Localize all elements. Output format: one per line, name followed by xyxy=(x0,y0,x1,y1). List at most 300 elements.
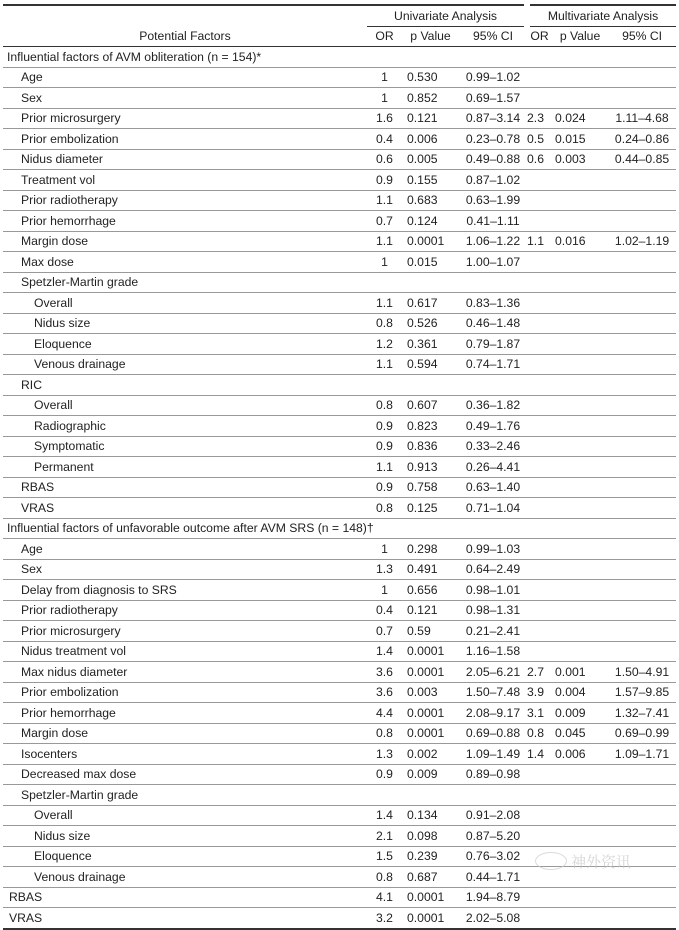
uni-p-value-cell: 0.530 xyxy=(407,70,438,85)
uni-or-cell: 3.6 xyxy=(376,664,393,679)
multi-p-value-cell xyxy=(552,498,608,519)
multi-ci-cell xyxy=(608,211,676,232)
multi-p-value-cell xyxy=(552,539,608,560)
uni-ci-cell: 0.36–1.82 xyxy=(465,398,521,413)
factor-label: Venous drainage xyxy=(34,357,126,372)
uni-p-value-cell: 0.913 xyxy=(407,459,438,474)
uni-or-cell xyxy=(367,272,402,293)
multi-or-cell xyxy=(527,559,552,580)
factor-label: Isocenters xyxy=(21,746,78,761)
multi-or-cell xyxy=(527,313,552,334)
multi-or-cell xyxy=(527,908,552,929)
uni-or-cell: 0.8 xyxy=(376,316,393,331)
uni-or-cell: 0.8 xyxy=(376,500,393,515)
factor-label: Prior embolization xyxy=(21,131,119,146)
factor-label: Radiographic xyxy=(34,418,106,433)
multi-ci-cell xyxy=(608,826,676,847)
multi-ci-cell xyxy=(608,498,676,519)
multi-p-header: p Value xyxy=(552,26,608,47)
multi-or-cell: 1.1 xyxy=(527,234,544,249)
uni-p-value-cell: 0.002 xyxy=(407,746,438,761)
table-row xyxy=(3,539,676,560)
uni-or-cell: 0.9 xyxy=(376,439,393,454)
multi-or-cell xyxy=(527,88,552,109)
multi-or-cell xyxy=(527,252,552,273)
multi-ci-cell: 0.44–0.85 xyxy=(614,152,670,167)
table-row xyxy=(3,764,676,785)
uni-ci-cell: 0.87–1.02 xyxy=(465,172,521,187)
uni-ci-cell: 0.63–1.99 xyxy=(465,193,521,208)
table-row xyxy=(3,457,676,478)
results-table xyxy=(3,4,676,930)
multi-p-value-cell xyxy=(552,621,608,642)
uni-ci-cell: 0.41–1.11 xyxy=(466,213,520,228)
uni-p-value-cell: 0.134 xyxy=(407,808,438,823)
uni-ci-cell: 2.08–9.17 xyxy=(465,705,521,720)
factor-label: RIC xyxy=(21,377,42,392)
uni-or-cell: 0.9 xyxy=(376,480,393,495)
multi-or-cell: 0.5 xyxy=(527,131,544,146)
table-row xyxy=(3,621,676,642)
table-row xyxy=(3,190,676,211)
table-row xyxy=(3,88,676,109)
factor-label: RBAS xyxy=(21,480,55,495)
uni-p-value-cell: 0.361 xyxy=(407,336,438,351)
uni-ci-cell xyxy=(459,785,527,806)
table-row xyxy=(3,682,676,703)
multi-ci-cell xyxy=(608,375,676,396)
multi-ci-cell: 0.24–0.86 xyxy=(614,131,670,146)
multi-or-cell xyxy=(527,436,552,457)
table-row xyxy=(3,477,676,498)
uni-ci-cell: 0.46–1.48 xyxy=(465,316,521,331)
uni-ci-cell: 1.00–1.07 xyxy=(465,254,521,269)
factor-label: Sex xyxy=(21,562,43,577)
uni-ci-cell: 0.64–2.49 xyxy=(465,562,521,577)
factor-header: Potential Factors xyxy=(3,5,367,47)
multi-or-cell xyxy=(527,539,552,560)
factor-label: Venous drainage xyxy=(34,869,126,884)
uni-ci-cell: 0.49–1.76 xyxy=(465,418,521,433)
uni-p-value-cell: 0.836 xyxy=(407,439,438,454)
uni-p-value-cell: 0.125 xyxy=(407,500,438,515)
uni-or-cell: 0.7 xyxy=(376,213,393,228)
factor-label: Prior microsurgery xyxy=(21,623,121,638)
multi-ci-cell xyxy=(608,436,676,457)
multi-ci-cell xyxy=(608,272,676,293)
multi-ci-cell xyxy=(608,334,676,355)
uni-or-cell: 0.4 xyxy=(376,131,393,146)
multi-or-cell xyxy=(527,477,552,498)
section-title: Influential factors of unfavorable outcome after AVM SRS (n = 148)† xyxy=(7,521,374,536)
factor-label: Delay from diagnosis to SRS xyxy=(21,582,177,597)
multi-ci-cell xyxy=(608,416,676,437)
multi-p-value-cell: 0.009 xyxy=(555,705,586,720)
uni-ci-cell: 0.63–1.40 xyxy=(465,480,521,495)
multi-ci-cell xyxy=(608,805,676,826)
uni-ci-cell: 1.06–1.22 xyxy=(465,234,521,249)
multi-p-value-cell xyxy=(552,457,608,478)
uni-ci-cell: 0.89–0.98 xyxy=(465,767,521,782)
multi-p-value-cell xyxy=(552,190,608,211)
uni-ci-cell: 0.98–1.31 xyxy=(465,603,521,618)
multi-or-cell: 3.1 xyxy=(527,705,544,720)
multi-ci-cell xyxy=(608,457,676,478)
multi-p-value-cell xyxy=(552,170,608,191)
multi-p-value-cell: 0.003 xyxy=(555,152,586,167)
uni-or-cell: 0.8 xyxy=(376,869,393,884)
uni-or-cell: 1 xyxy=(381,582,388,597)
uni-or-cell: 3.2 xyxy=(376,910,393,925)
multi-ci-cell: 1.09–1.71 xyxy=(614,746,670,761)
multi-p-value-cell xyxy=(552,293,608,314)
factor-label: Decreased max dose xyxy=(21,767,137,782)
multi-p-value-cell xyxy=(552,477,608,498)
uni-p-value-cell: 0.239 xyxy=(407,849,438,864)
uni-p-value-cell: 0.0001 xyxy=(407,705,445,720)
table-row xyxy=(3,744,676,765)
uni-p-value-cell: 0.687 xyxy=(407,869,438,884)
multi-ci-cell xyxy=(608,559,676,580)
multi-ci-cell: 1.02–1.19 xyxy=(614,234,670,249)
uni-or-cell: 1.3 xyxy=(376,746,393,761)
multi-p-value-cell xyxy=(552,375,608,396)
multi-p-value-cell xyxy=(552,580,608,601)
watermark-logo-icon xyxy=(535,852,567,870)
multi-p-value-cell: 0.016 xyxy=(555,234,586,249)
multi-or-cell xyxy=(527,416,552,437)
factor-label: Prior radiotherapy xyxy=(21,603,118,618)
uni-p-value-cell: 0.005 xyxy=(407,152,438,167)
table-row xyxy=(3,108,676,129)
uni-or-cell: 0.7 xyxy=(376,623,393,638)
table-row xyxy=(3,559,676,580)
uni-or-cell: 1 xyxy=(381,254,388,269)
multi-ci-cell xyxy=(608,395,676,416)
multi-or-cell: 2.7 xyxy=(527,664,544,679)
table-row xyxy=(3,149,676,170)
multi-ci-cell xyxy=(608,354,676,375)
table-row xyxy=(3,908,676,929)
multi-ci-cell xyxy=(608,190,676,211)
table-row xyxy=(3,395,676,416)
multi-or-cell: 3.9 xyxy=(527,685,544,700)
uni-or-cell: 1.1 xyxy=(376,459,393,474)
table-row xyxy=(3,211,676,232)
multi-ci-cell: 1.32–7.41 xyxy=(614,705,670,720)
factor-label: Spetzler-Martin grade xyxy=(21,275,139,290)
factor-label: Age xyxy=(21,541,43,556)
multi-or-cell xyxy=(527,190,552,211)
factor-label: Eloquence xyxy=(34,336,92,351)
uni-or-cell: 1.1 xyxy=(376,234,393,249)
multi-p-value-cell xyxy=(552,641,608,662)
factor-label: Prior embolization xyxy=(21,685,119,700)
section-row xyxy=(3,518,676,539)
uni-ci-cell: 0.79–1.87 xyxy=(465,336,521,351)
uni-or-cell: 1.1 xyxy=(376,357,393,372)
table-row xyxy=(3,354,676,375)
factor-label: Max nidus diameter xyxy=(21,664,128,679)
uni-ci-cell: 0.91–2.08 xyxy=(465,808,521,823)
table-row xyxy=(3,498,676,519)
factor-label: Nidus size xyxy=(34,828,91,843)
uni-p-value-cell: 0.124 xyxy=(407,213,438,228)
multi-p-value-cell xyxy=(552,805,608,826)
uni-p-value-cell: 0.098 xyxy=(407,828,438,843)
uni-or-cell xyxy=(367,785,402,806)
multi-ci-header: 95% CI xyxy=(608,26,676,47)
uni-ci-cell: 2.05–6.21 xyxy=(465,664,521,679)
uni-p-value-cell xyxy=(402,272,459,293)
section-title: Influential factors of AVM obliteration (n = 154)* xyxy=(7,49,262,64)
multi-ci-cell: 1.57–9.85 xyxy=(614,685,670,700)
table-row xyxy=(3,313,676,334)
table-row xyxy=(3,805,676,826)
uni-ci-cell: 0.98–1.01 xyxy=(465,582,521,597)
multi-or-header: OR xyxy=(527,26,552,47)
uni-or-cell: 1.6 xyxy=(376,111,393,126)
table-row xyxy=(3,293,676,314)
uni-or-cell: 0.9 xyxy=(376,767,393,782)
uni-or-cell: 2.1 xyxy=(376,828,393,843)
multi-or-cell xyxy=(527,457,552,478)
multi-p-value-cell xyxy=(552,88,608,109)
multi-ci-cell xyxy=(608,293,676,314)
multi-ci-cell xyxy=(608,170,676,191)
multi-p-value-cell xyxy=(552,334,608,355)
table-row xyxy=(3,272,676,293)
multi-p-value-cell: 0.015 xyxy=(555,131,586,146)
factor-label: Margin dose xyxy=(21,726,89,741)
uni-or-cell: 1.4 xyxy=(376,644,393,659)
uni-p-value-cell: 0.298 xyxy=(407,541,438,556)
multi-or-cell xyxy=(527,600,552,621)
factor-label: Overall xyxy=(34,808,73,823)
multi-or-cell xyxy=(527,498,552,519)
uni-or-cell: 1.3 xyxy=(376,562,393,577)
uni-or-cell: 4.1 xyxy=(376,890,393,905)
watermark xyxy=(535,848,655,874)
uni-ci-cell: 0.44–1.71 xyxy=(465,869,521,884)
uni-ci-cell: 0.69–1.57 xyxy=(465,90,521,105)
uni-or-cell: 0.4 xyxy=(376,603,393,618)
multi-p-value-cell xyxy=(552,416,608,437)
factor-label: Nidus treatment vol xyxy=(21,644,126,659)
multi-p-value-cell xyxy=(552,272,608,293)
factor-label: Margin dose xyxy=(21,234,89,249)
multi-or-cell xyxy=(527,293,552,314)
table-row xyxy=(3,416,676,437)
uni-ci-cell: 0.49–0.88 xyxy=(465,152,521,167)
factor-label: Sex xyxy=(21,90,43,105)
table-row xyxy=(3,252,676,273)
multi-p-value-cell xyxy=(552,764,608,785)
uni-p-value-cell: 0.852 xyxy=(407,90,438,105)
factor-label: Prior microsurgery xyxy=(21,111,121,126)
uni-p-value-cell: 0.594 xyxy=(407,357,438,372)
uni-p-value-cell: 0.009 xyxy=(407,767,438,782)
multi-ci-cell: 1.11–4.68 xyxy=(615,111,669,126)
multivariate-header: Multivariate Analysis xyxy=(527,5,676,26)
multi-p-value-cell xyxy=(552,436,608,457)
uni-p-value-cell: 0.526 xyxy=(407,316,438,331)
uni-p-value-cell: 0.155 xyxy=(407,172,438,187)
factor-label: Spetzler-Martin grade xyxy=(21,787,139,802)
multi-ci-cell xyxy=(608,764,676,785)
multi-or-cell xyxy=(527,211,552,232)
multi-or-cell: 0.8 xyxy=(527,726,544,741)
uni-or-cell: 1 xyxy=(381,90,388,105)
multi-or-cell xyxy=(527,395,552,416)
factor-label: VRAS xyxy=(9,910,43,925)
table-row xyxy=(3,723,676,744)
factor-label: Age xyxy=(21,70,43,85)
uni-ci-cell: 2.02–5.08 xyxy=(465,910,521,925)
table-body xyxy=(3,47,676,929)
multi-ci-cell xyxy=(608,477,676,498)
multi-or-cell xyxy=(527,621,552,642)
uni-p-header: p Value xyxy=(402,26,459,47)
multi-p-value-cell: 0.024 xyxy=(555,111,586,126)
factor-label: Eloquence xyxy=(34,849,92,864)
table-row xyxy=(3,67,676,88)
uni-ci-cell: 0.23–0.78 xyxy=(465,131,521,146)
multi-p-value-cell xyxy=(552,887,608,908)
uni-ci-cell: 0.99–1.03 xyxy=(465,541,521,556)
results-table-container xyxy=(3,4,676,930)
uni-ci-header: 95% CI xyxy=(459,26,527,47)
uni-or-cell: 3.6 xyxy=(376,685,393,700)
uni-p-value-cell: 0.0001 xyxy=(407,910,445,925)
uni-p-value-cell: 0.121 xyxy=(407,603,438,618)
multi-ci-cell xyxy=(608,641,676,662)
factor-label: VRAS xyxy=(21,500,55,515)
table-row xyxy=(3,231,676,252)
uni-or-cell: 0.8 xyxy=(376,398,393,413)
table-row xyxy=(3,170,676,191)
multi-or-cell xyxy=(527,354,552,375)
table-row xyxy=(3,375,676,396)
multi-ci-cell xyxy=(608,88,676,109)
uni-p-value-cell: 0.656 xyxy=(407,582,438,597)
uni-ci-cell xyxy=(459,375,527,396)
multi-ci-cell xyxy=(608,600,676,621)
multi-ci-cell xyxy=(608,621,676,642)
factor-label: Symptomatic xyxy=(34,439,105,454)
uni-p-value-cell: 0.683 xyxy=(407,193,438,208)
uni-ci-cell: 0.87–5.20 xyxy=(465,828,521,843)
univariate-header: Univariate Analysis xyxy=(367,5,527,26)
table-row xyxy=(3,580,676,601)
uni-p-value-cell xyxy=(402,375,459,396)
factor-label: Treatment vol xyxy=(21,172,96,187)
factor-label: Overall xyxy=(34,398,73,413)
multi-ci-cell xyxy=(608,785,676,806)
uni-p-value-cell: 0.758 xyxy=(407,480,438,495)
uni-or-cell: 1.1 xyxy=(376,193,393,208)
uni-ci-cell: 1.94–8.79 xyxy=(465,890,521,905)
multi-p-value-cell xyxy=(552,908,608,929)
factor-label: Max dose xyxy=(21,254,74,269)
multi-p-value-cell xyxy=(552,313,608,334)
uni-p-value-cell: 0.006 xyxy=(407,131,438,146)
uni-ci-cell: 1.50–7.48 xyxy=(465,685,521,700)
table-row xyxy=(3,703,676,724)
table-row xyxy=(3,662,676,683)
multi-or-cell: 0.6 xyxy=(527,152,544,167)
multi-p-value-cell: 0.001 xyxy=(555,664,586,679)
uni-or-header: OR xyxy=(367,26,402,47)
factor-label: Nidus size xyxy=(34,316,91,331)
uni-p-value-cell: 0.823 xyxy=(407,418,438,433)
uni-or-cell: 1.4 xyxy=(376,808,393,823)
multi-p-value-cell: 0.006 xyxy=(555,746,586,761)
table-row xyxy=(3,887,676,908)
uni-ci-cell: 0.74–1.71 xyxy=(465,357,521,372)
multi-or-cell: 1.4 xyxy=(527,746,544,761)
multi-p-value-cell xyxy=(552,211,608,232)
multi-ci-cell xyxy=(608,252,676,273)
uni-or-cell: 1.1 xyxy=(376,295,393,310)
multi-p-value-cell: 0.045 xyxy=(555,726,586,741)
multi-or-cell xyxy=(527,334,552,355)
uni-ci-cell: 0.87–3.14 xyxy=(465,111,521,126)
uni-or-cell: 0.8 xyxy=(376,726,393,741)
table-row xyxy=(3,436,676,457)
uni-ci-cell: 0.33–2.46 xyxy=(465,439,521,454)
table-row xyxy=(3,785,676,806)
multi-or-cell: 2.3 xyxy=(527,111,544,126)
factor-label: Prior hemorrhage xyxy=(21,705,116,720)
uni-p-value-cell: 0.0001 xyxy=(407,726,445,741)
multi-or-cell xyxy=(527,641,552,662)
uni-p-value-cell: 0.0001 xyxy=(407,664,445,679)
uni-or-cell: 1 xyxy=(381,70,388,85)
table-row xyxy=(3,826,676,847)
multi-ci-cell: 0.69–0.99 xyxy=(614,726,670,741)
multi-or-cell xyxy=(527,887,552,908)
table-row xyxy=(3,600,676,621)
factor-label: Prior hemorrhage xyxy=(21,213,116,228)
section-row xyxy=(3,47,676,68)
uni-ci-cell: 0.83–1.36 xyxy=(465,295,521,310)
multi-p-value-cell xyxy=(552,252,608,273)
uni-or-cell: 0.9 xyxy=(376,418,393,433)
table-row xyxy=(3,641,676,662)
multi-p-value-cell xyxy=(552,600,608,621)
uni-p-value-cell: 0.607 xyxy=(407,398,438,413)
multi-or-cell xyxy=(527,272,552,293)
multi-or-cell xyxy=(527,826,552,847)
multi-ci-cell xyxy=(608,887,676,908)
uni-p-value-cell: 0.121 xyxy=(407,111,438,126)
multi-ci-cell xyxy=(608,313,676,334)
uni-or-cell: 1.5 xyxy=(376,849,393,864)
uni-ci-cell: 1.09–1.49 xyxy=(465,746,521,761)
multi-or-cell xyxy=(527,170,552,191)
uni-p-value-cell: 0.617 xyxy=(407,295,438,310)
uni-or-cell: 4.4 xyxy=(376,705,393,720)
multi-p-value-cell xyxy=(552,826,608,847)
uni-p-value-cell: 0.59 xyxy=(407,623,431,638)
multi-p-value-cell xyxy=(552,559,608,580)
uni-ci-cell: 0.71–1.04 xyxy=(465,500,521,515)
table-row xyxy=(3,334,676,355)
uni-p-value-cell: 0.015 xyxy=(407,254,438,269)
multi-or-cell xyxy=(527,67,552,88)
uni-or-cell: 0.9 xyxy=(376,172,393,187)
